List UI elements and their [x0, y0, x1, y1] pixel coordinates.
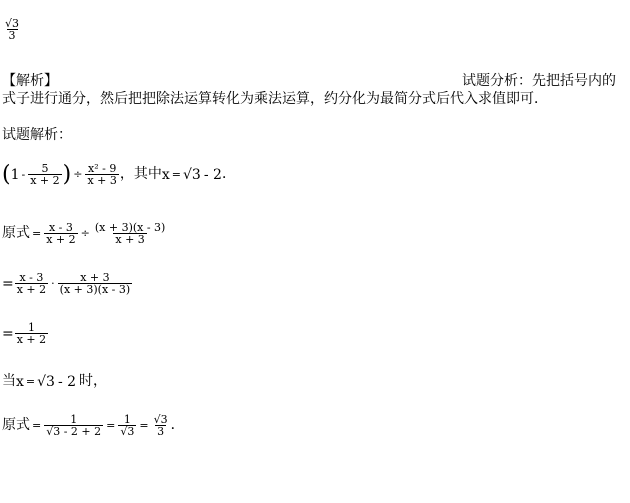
problem-minus: -	[21, 168, 26, 181]
final-f1-numerator: 1	[70, 413, 78, 426]
final-label: 原式	[2, 417, 30, 433]
right-paren: )	[62, 161, 72, 187]
analysis-label: 【解析】	[2, 73, 58, 89]
step1-f2-denominator: x + 3	[115, 233, 145, 246]
answer-numerator: √3	[5, 17, 20, 30]
problem-f1-denominator: x + 2	[30, 174, 60, 187]
final-fraction-1	[44, 414, 103, 437]
step3-fraction	[15, 322, 48, 345]
final-period: ．	[170, 417, 185, 433]
step1-eq: =	[32, 227, 42, 240]
step2-eq: =	[2, 275, 14, 292]
step1-div: ÷	[80, 227, 90, 240]
analysis-tail: 式子进行通分，然后把把除法运算转化为乘法运算，约分化为最简分式后代入求值即可．	[2, 91, 548, 107]
step3-eq: =	[2, 325, 14, 342]
answer-denominator: 3	[8, 29, 16, 42]
cond-tail: - 2	[203, 166, 222, 183]
step1-fraction-1	[44, 222, 77, 245]
when-time: 时，	[79, 373, 108, 389]
final-f2-denominator: √3	[120, 425, 135, 438]
when-x: x	[16, 373, 24, 390]
problem-fraction-1	[28, 163, 61, 186]
step-2	[2, 272, 133, 295]
step1-f1-numerator: x - 3	[48, 221, 73, 234]
when-radical: √3	[37, 373, 55, 390]
cond-x: x	[161, 166, 170, 183]
final-fraction-3	[152, 414, 170, 437]
final-line	[2, 414, 185, 437]
step-3	[2, 322, 49, 345]
final-f3-denominator: 3	[157, 425, 165, 438]
problem-one: 1	[10, 166, 20, 183]
final-eq-2: =	[106, 419, 116, 432]
step2-f1-denominator: x + 2	[16, 283, 47, 296]
cond-radical: √3	[183, 166, 201, 183]
final-fraction-2	[118, 414, 136, 437]
step2-fraction-1	[15, 272, 48, 295]
step2-f2-denominator: (x + 3)(x - 3)	[59, 283, 131, 296]
step1-fraction-2	[93, 222, 168, 245]
step1-f1-denominator: x + 2	[46, 233, 76, 246]
step3-numerator: 1	[27, 321, 35, 334]
analysis-head: 试题分析：先把括号内的	[462, 73, 616, 89]
problem-f2-denominator: x + 3	[87, 174, 117, 187]
step1-label: 原式	[2, 225, 30, 241]
final-eq-1: =	[32, 419, 42, 432]
final-f1-denominator: √3 - 2 + 2	[46, 425, 102, 438]
problem-div: ÷	[73, 168, 83, 181]
answer-fraction	[2, 18, 22, 41]
step2-f1-numerator: x - 3	[19, 271, 44, 284]
problem-period: ．	[221, 166, 236, 182]
step1-f2-numerator: (x + 3)(x - 3)	[94, 221, 166, 234]
problem-fraction-2	[85, 163, 118, 186]
step2-f2-numerator: x + 3	[80, 271, 110, 284]
when-tail: - 2	[57, 373, 77, 390]
final-f2-numerator: 1	[123, 413, 131, 426]
final-eq-3: =	[139, 419, 149, 432]
cond-eq: =	[171, 168, 182, 181]
step-1	[2, 222, 168, 245]
problem-expression	[2, 163, 236, 186]
step2-dot: ·	[51, 277, 55, 290]
final-f3-numerator: √3	[153, 413, 168, 426]
substitution-line	[2, 373, 107, 390]
solution-label: 试题解析：	[2, 127, 72, 143]
step3-denominator: x + 2	[16, 333, 47, 346]
when-eq: =	[25, 375, 36, 388]
problem-f1-numerator: 5	[41, 162, 49, 175]
problem-f2-numerator: x² - 9	[88, 162, 117, 175]
problem-where: ，其中	[119, 166, 162, 182]
step2-fraction-2	[58, 272, 133, 295]
left-paren: (	[2, 161, 11, 187]
when-label: 当	[2, 373, 16, 389]
